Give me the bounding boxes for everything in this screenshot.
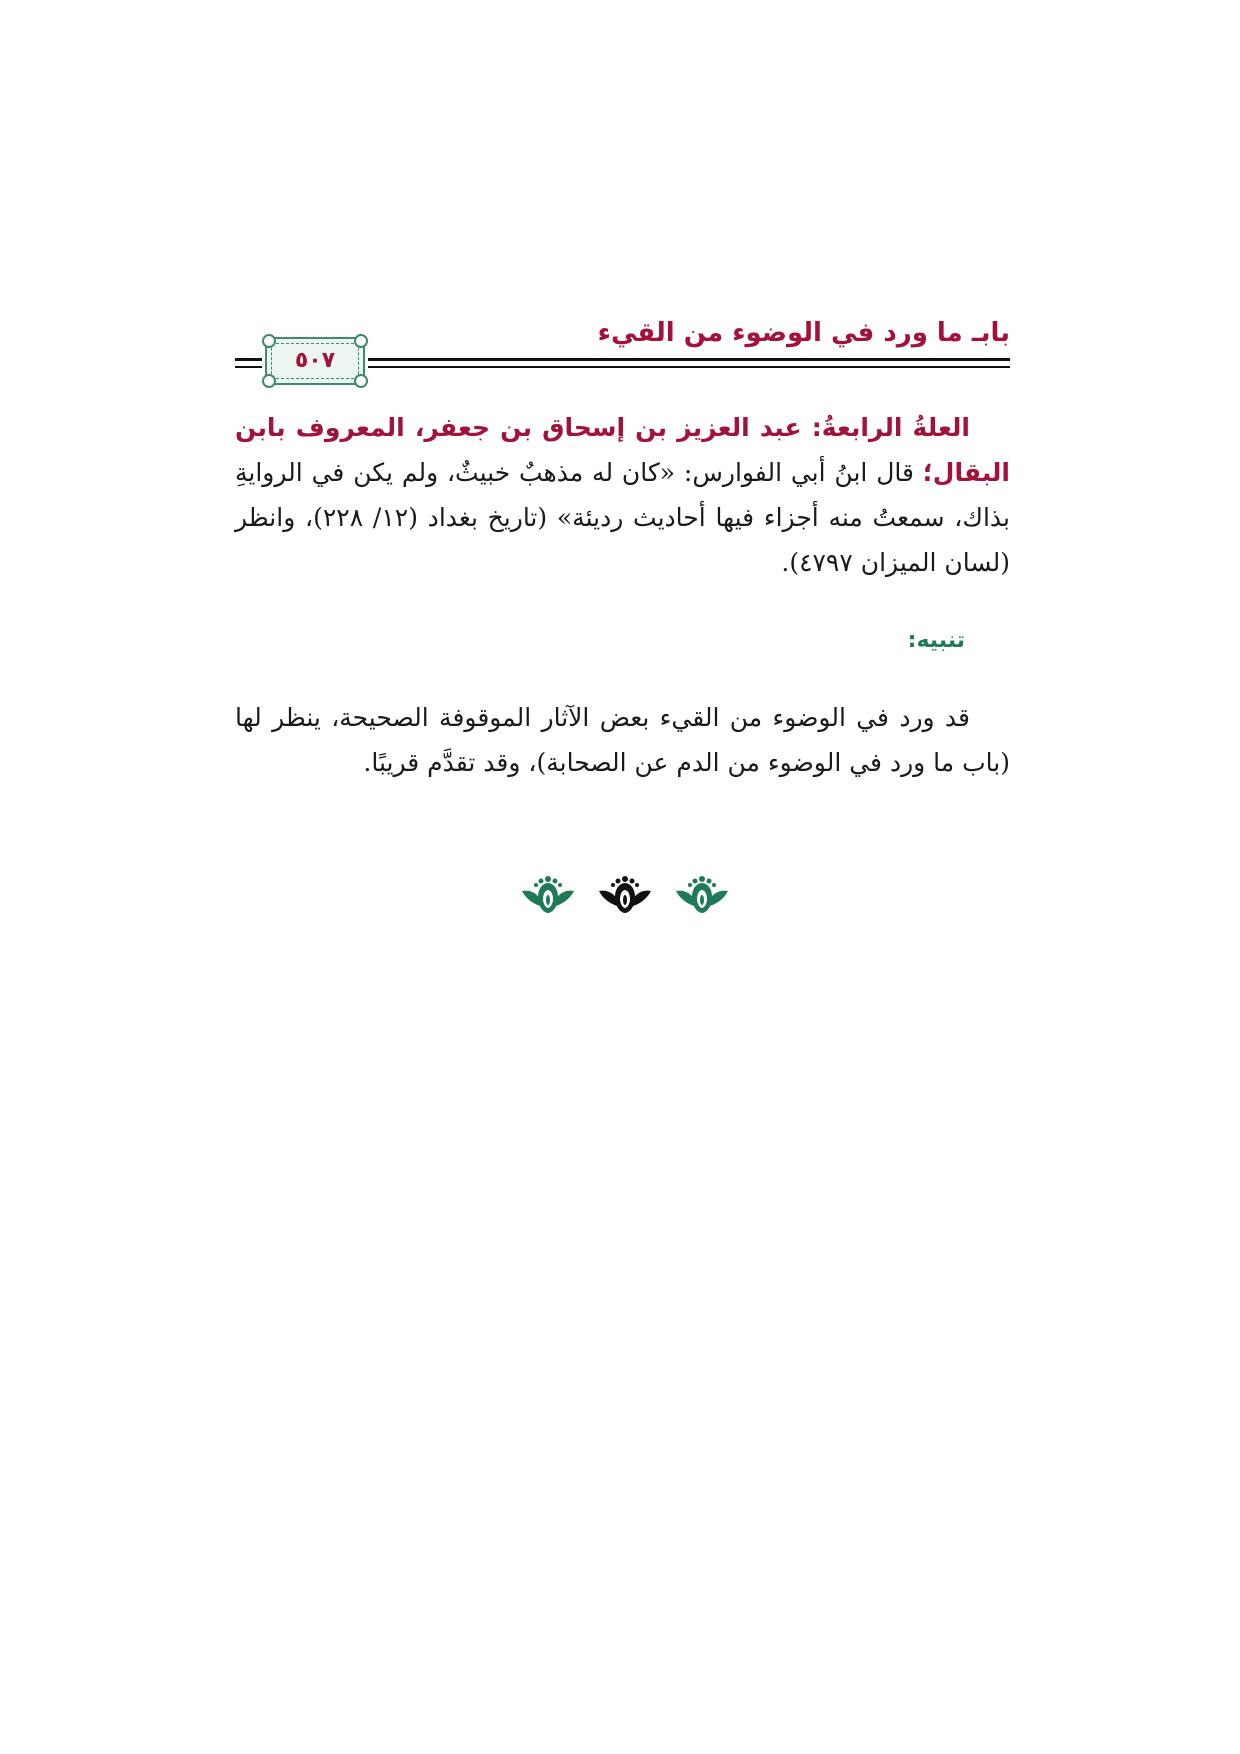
frame-corner-icon [354, 334, 368, 348]
paragraph-fourth-defect [235, 405, 1010, 585]
lotus-ornament-icon [520, 873, 576, 917]
lotus-ornament-icon [597, 873, 653, 917]
header-rule [368, 358, 1010, 361]
lotus-ornament-icon [674, 873, 730, 917]
header-rule-left-thin [235, 366, 262, 368]
page-number: ٥٠٧ [294, 348, 336, 373]
note-heading: تنبيه: [907, 628, 965, 653]
frame-corner-icon [262, 334, 276, 348]
chapter-title: بابـ ما ورد في الوضوء من القيء [597, 318, 1010, 348]
frame-corner-icon [354, 374, 368, 388]
running-header [235, 310, 1010, 380]
frame-corner-icon [262, 374, 276, 388]
paragraph-text: قال ابنُ أبي الفوارس: «كان له مذهبٌ خبيثٌ، ولم يكن في الروايةِ بذاك، سمعتُ منه أجزاء فيها أحاديث رديئة» (تاريخ بغداد (١٢/ ٢٢٨)، وانظر (لسان الميزان ٤٧٩٧). [235, 458, 1010, 577]
header-rule-thin [368, 366, 1010, 368]
page-number-frame [265, 337, 365, 385]
defect-heading: العلةُ الرابعةُ: عبد العزيز بن إسحاق بن جعفر، المعروف بابن البقال؛ [235, 413, 1010, 487]
note-text: قد ورد في الوضوء من القيء بعض الآثار الموقوفة الصحيحة، ينظر لها (باب ما ورد في الوضوء من الدم عن الصحابة)، وقد تقدَّم قريبًا. [235, 703, 1010, 777]
section-end-ornament [520, 870, 730, 920]
header-rule-left [235, 358, 262, 361]
paragraph-note [235, 695, 1010, 785]
